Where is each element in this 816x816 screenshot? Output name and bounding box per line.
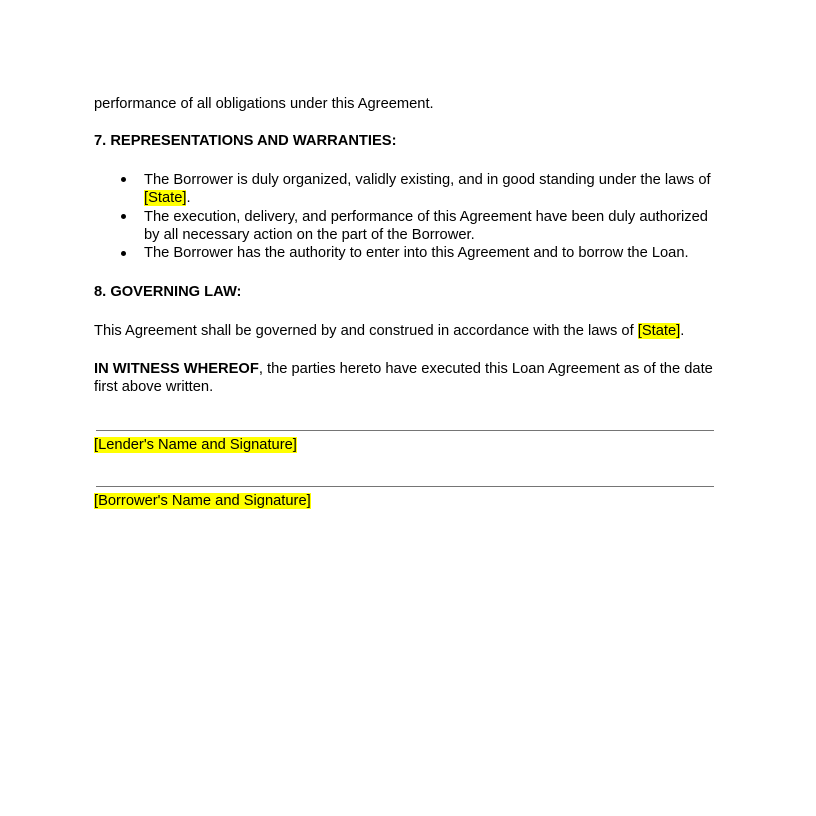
- bullet-text: The Borrower is duly organized, validly existing, and in good standing under the laws of: [144, 171, 711, 188]
- bullet-suffix: .: [186, 190, 191, 207]
- bullet-text: The execution, delivery, and performance of this Agreement have been duly authorized by all necessary action on the part of the Borrower.: [144, 208, 708, 244]
- governing-law-text: This Agreement shall be governed by and construed in accordance with the laws of: [94, 323, 638, 340]
- governing-law-paragraph: [94, 322, 720, 340]
- borrower-signature-placeholder[interactable]: [Borrower's Name and Signature]: [94, 492, 311, 509]
- lender-signature-placeholder[interactable]: [Lender's Name and Signature]: [94, 437, 297, 454]
- borrower-signature-label-row: [94, 492, 720, 510]
- section-8-heading: 8. GOVERNING LAW:: [94, 283, 242, 300]
- list-item-authority: [94, 244, 720, 262]
- witness-bold-lead: IN WITNESS WHEREOF: [94, 360, 259, 377]
- section-7-heading: 7. REPRESENTATIONS AND WARRANTIES:: [94, 133, 397, 150]
- representations-list: [94, 171, 720, 263]
- witness-rest: , the parties hereto have executed this Loan Agreement as of the date first above written.: [94, 360, 713, 396]
- list-item-execution: [94, 208, 720, 245]
- governing-law-suffix: .: [680, 323, 685, 340]
- state-placeholder-highlight[interactable]: [State]: [144, 190, 187, 207]
- list-item-organized: [94, 171, 720, 208]
- intro-paragraph: performance of all obligations under this Agreement.: [94, 96, 434, 112]
- lender-signature-label-row: [94, 436, 720, 454]
- state-placeholder-highlight[interactable]: [State]: [637, 323, 681, 340]
- signature-area: [94, 430, 720, 510]
- borrower-signature-line: [96, 486, 714, 487]
- bullet-text: The Borrower has the authority to enter into this Agreement and to borrow the Loan.: [144, 245, 689, 262]
- lender-signature-line: [96, 430, 714, 431]
- witness-clause-paragraph: [94, 360, 720, 397]
